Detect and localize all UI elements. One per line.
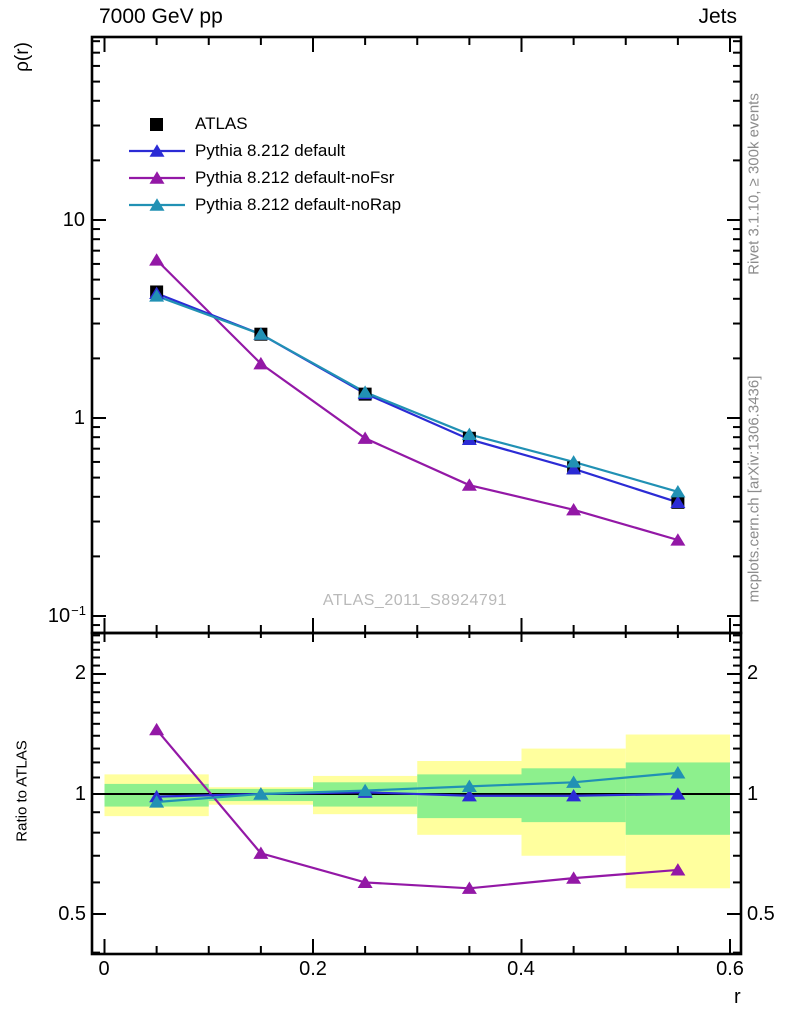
triangle-line-icon (128, 142, 186, 160)
ytick-0p1 (26, 603, 86, 631)
ratio-ytick-2-left: 2 (74, 662, 86, 684)
legend (128, 110, 401, 218)
legend-item-default (128, 137, 401, 164)
ytick-10-base: 10 (62, 209, 85, 231)
legend-item-atlas (128, 110, 401, 137)
legend-item-norap (128, 191, 401, 218)
xtick-0p2: 0.2 (299, 958, 327, 980)
atlas-square-icon (128, 115, 186, 133)
triangle-line-icon (128, 169, 186, 187)
x-axis-label: r (734, 986, 741, 1008)
legend-label: Pythia 8.212 default-noRap (195, 194, 402, 214)
xtick-0p6: 0.6 (716, 958, 744, 980)
ratio-ytick-2-right: 2 (747, 662, 759, 684)
mcplots-arxiv-note: mcplots.cern.ch [arXiv:1306.3436] (745, 375, 763, 603)
data-point-triangle[interactable] (149, 723, 164, 735)
xtick-0p4: 0.4 (507, 958, 535, 980)
legend-item-nofsr (128, 164, 401, 191)
ytick-0p1-base: 10 (47, 605, 71, 627)
y-axis-label-ratio: Ratio to ATLAS (13, 740, 31, 842)
ratio-ytick-1-right: 1 (747, 783, 759, 805)
ratio-ytick-1-left: 1 (74, 783, 86, 805)
legend-label: ATLAS (195, 113, 248, 133)
legend-label: Pythia 8.212 default (195, 140, 346, 160)
data-point-triangle[interactable] (462, 478, 477, 490)
ratio-ytick-0p5-left: 0.5 (58, 903, 86, 925)
xtick-0: 0 (98, 958, 110, 980)
series-line (157, 260, 678, 540)
rivet-version-note: Rivet 3.1.10, ≥ 300k events (745, 93, 763, 275)
triangle-line-icon (128, 196, 186, 214)
title-beam: 7000 GeV pp (99, 5, 223, 28)
title-analysis: Jets (698, 5, 737, 28)
ytick-10 (26, 207, 86, 235)
data-point-triangle[interactable] (149, 253, 164, 265)
ytick-1-base: 1 (73, 407, 85, 429)
ytick-1 (26, 405, 86, 433)
ratio-ytick-0p5-right: 0.5 (747, 903, 775, 925)
analysis-id-watermark: ATLAS_2011_S8924791 (322, 592, 508, 609)
y-axis-label-main: ρ(r) (12, 42, 33, 72)
ytick-0p1-exp: −1 (71, 603, 86, 618)
legend-label: Pythia 8.212 default-noFsr (195, 167, 395, 187)
